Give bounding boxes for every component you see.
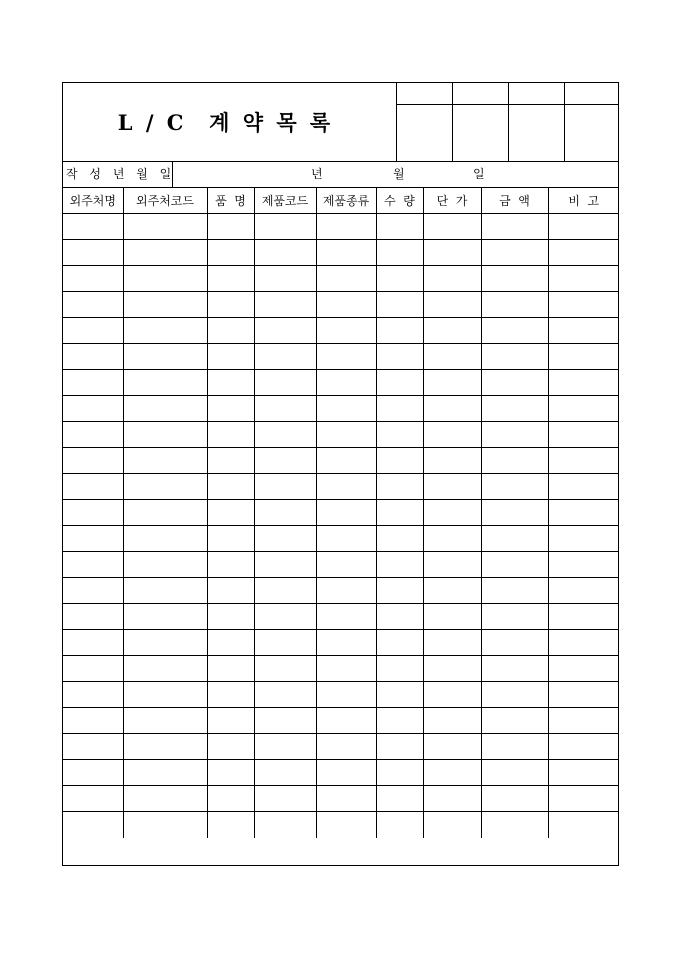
date-label: 작 성 년 월 일 (63, 162, 173, 187)
table-cell (376, 526, 423, 552)
table-cell (316, 578, 376, 604)
table-cell (481, 292, 548, 318)
table-row (63, 786, 619, 812)
table-cell (481, 760, 548, 786)
table-row (63, 292, 619, 318)
table-cell (254, 422, 316, 448)
table-cell (63, 370, 123, 396)
table-cell (207, 734, 254, 760)
table-cell (254, 656, 316, 682)
table-cell (123, 344, 207, 370)
table-cell (481, 266, 548, 292)
table-cell (123, 266, 207, 292)
col-header: 수 량 (376, 188, 423, 214)
table-cell (254, 526, 316, 552)
table-row (63, 448, 619, 474)
table-row (63, 812, 619, 838)
date-year-label: 년 (311, 167, 323, 181)
table-cell (254, 786, 316, 812)
table-cell (63, 656, 123, 682)
table-row (63, 734, 619, 760)
table-cell (316, 370, 376, 396)
table-cell (548, 240, 619, 266)
table-cell (376, 656, 423, 682)
table-cell (123, 396, 207, 422)
table-cell (316, 318, 376, 344)
approval-sign-cell (565, 105, 619, 161)
table-cell (63, 786, 123, 812)
table-cell (123, 474, 207, 500)
table-cell (423, 344, 481, 370)
table-cell (123, 656, 207, 682)
col-header: 제품코드 (254, 188, 316, 214)
table-cell (376, 396, 423, 422)
table-cell (423, 292, 481, 318)
table-cell (254, 682, 316, 708)
table-body (63, 214, 619, 838)
table-cell (316, 682, 376, 708)
table-row (63, 682, 619, 708)
table-cell (376, 266, 423, 292)
table-cell (63, 630, 123, 656)
table-cell (376, 370, 423, 396)
table-cell (254, 578, 316, 604)
table-row (63, 422, 619, 448)
table-cell (376, 214, 423, 240)
table-cell (254, 474, 316, 500)
table-cell (423, 370, 481, 396)
table-row (63, 708, 619, 734)
table-cell (254, 240, 316, 266)
table-cell (316, 656, 376, 682)
table-cell (376, 474, 423, 500)
table-cell (207, 422, 254, 448)
table-cell (481, 708, 548, 734)
table-cell (548, 318, 619, 344)
table-cell (548, 760, 619, 786)
table-cell (63, 474, 123, 500)
table-cell (254, 500, 316, 526)
table-cell (207, 552, 254, 578)
table-row (63, 760, 619, 786)
table-cell (376, 786, 423, 812)
table-cell (548, 734, 619, 760)
table-cell (548, 266, 619, 292)
table-cell (548, 396, 619, 422)
table-cell (316, 240, 376, 266)
table-cell (548, 500, 619, 526)
table-cell (423, 500, 481, 526)
table-cell (123, 318, 207, 344)
table-row (63, 500, 619, 526)
table-cell (423, 734, 481, 760)
table-cell (63, 500, 123, 526)
col-header: 제품종류 (316, 188, 376, 214)
table-cell (376, 292, 423, 318)
table-cell (207, 526, 254, 552)
approval-header-cell (509, 83, 565, 105)
table-cell (423, 630, 481, 656)
table-cell (423, 604, 481, 630)
table-cell (481, 682, 548, 708)
table-cell (123, 448, 207, 474)
table-cell (481, 656, 548, 682)
table-cell (423, 214, 481, 240)
table-cell (548, 448, 619, 474)
table-cell (207, 448, 254, 474)
table-cell (376, 734, 423, 760)
table-cell (548, 292, 619, 318)
approval-header-cell (453, 83, 509, 105)
table-cell (481, 370, 548, 396)
table-cell (548, 786, 619, 812)
col-header: 외주처명 (63, 188, 123, 214)
lc-contract-list-form (62, 82, 619, 866)
table-cell (123, 760, 207, 786)
table-cell (254, 396, 316, 422)
table-cell (123, 630, 207, 656)
table-cell (63, 318, 123, 344)
table-cell (207, 630, 254, 656)
table-cell (123, 604, 207, 630)
table-cell (376, 630, 423, 656)
table-cell (548, 708, 619, 734)
table-cell (63, 708, 123, 734)
table-row (63, 214, 619, 240)
table-cell (123, 708, 207, 734)
table-cell (481, 448, 548, 474)
table-cell (481, 604, 548, 630)
table-cell (123, 734, 207, 760)
table-cell (63, 526, 123, 552)
table-cell (207, 760, 254, 786)
table-cell (423, 396, 481, 422)
table-cell (207, 318, 254, 344)
table-cell (423, 266, 481, 292)
table-row (63, 474, 619, 500)
table-cell (376, 604, 423, 630)
approval-sign-cell (509, 105, 565, 161)
table-cell (316, 500, 376, 526)
table-cell (207, 292, 254, 318)
document-title: L / C 계 약 목 록 (117, 110, 332, 135)
table-cell (207, 656, 254, 682)
table-cell (254, 604, 316, 630)
table-row (63, 604, 619, 630)
table-cell (316, 266, 376, 292)
table-cell (548, 526, 619, 552)
table-cell (376, 708, 423, 734)
table-cell (548, 474, 619, 500)
table-cell (316, 448, 376, 474)
table-cell (481, 630, 548, 656)
table-cell (423, 760, 481, 786)
table-cell (254, 552, 316, 578)
table-cell (481, 786, 548, 812)
table-cell (63, 214, 123, 240)
table-cell (548, 630, 619, 656)
table-cell (207, 396, 254, 422)
table-cell (316, 786, 376, 812)
table-cell (254, 266, 316, 292)
table-cell (423, 682, 481, 708)
table-cell (207, 812, 254, 838)
table-cell (481, 812, 548, 838)
col-header: 외주처코드 (123, 188, 207, 214)
table-cell (316, 292, 376, 318)
table-cell (376, 760, 423, 786)
table-cell (481, 318, 548, 344)
table-cell (63, 266, 123, 292)
table-cell (376, 422, 423, 448)
table-cell (481, 578, 548, 604)
table-cell (254, 760, 316, 786)
table-cell (481, 552, 548, 578)
table-cell (207, 786, 254, 812)
table-cell (63, 292, 123, 318)
table-cell (481, 422, 548, 448)
table-cell (123, 422, 207, 448)
table-cell (254, 630, 316, 656)
table-cell (207, 214, 254, 240)
table-cell (423, 786, 481, 812)
table-cell (63, 422, 123, 448)
table-cell (376, 682, 423, 708)
table-row (63, 318, 619, 344)
table-cell (481, 526, 548, 552)
table-cell (376, 448, 423, 474)
table-cell (254, 448, 316, 474)
approval-sign-cell (453, 105, 509, 161)
table-row (63, 344, 619, 370)
table-cell (316, 812, 376, 838)
col-header: 품 명 (207, 188, 254, 214)
table-cell (123, 812, 207, 838)
table-cell (207, 708, 254, 734)
table-cell (548, 370, 619, 396)
table-row (63, 266, 619, 292)
table-cell (316, 474, 376, 500)
table-cell (376, 240, 423, 266)
table-row (63, 552, 619, 578)
table-row (63, 656, 619, 682)
table-cell (376, 344, 423, 370)
approval-box (397, 83, 619, 161)
table-cell (316, 604, 376, 630)
table-cell (481, 500, 548, 526)
table-cell (123, 292, 207, 318)
approval-header-cell (565, 83, 619, 105)
table-cell (63, 760, 123, 786)
table-cell (254, 734, 316, 760)
table-cell (63, 682, 123, 708)
table-cell (63, 448, 123, 474)
table-cell (423, 708, 481, 734)
table-cell (254, 708, 316, 734)
table-cell (481, 396, 548, 422)
table-cell (123, 682, 207, 708)
table-cell (376, 552, 423, 578)
table-cell (63, 552, 123, 578)
table-cell (423, 474, 481, 500)
table-cell (63, 344, 123, 370)
table-cell (316, 396, 376, 422)
table-cell (481, 214, 548, 240)
table-cell (254, 344, 316, 370)
table-cell (423, 526, 481, 552)
table-cell (481, 474, 548, 500)
table-cell (423, 422, 481, 448)
table-cell (254, 318, 316, 344)
table-cell (123, 214, 207, 240)
table-cell (123, 552, 207, 578)
table-row (63, 630, 619, 656)
table-cell (316, 344, 376, 370)
table-cell (254, 370, 316, 396)
table-row (63, 370, 619, 396)
table-cell (481, 344, 548, 370)
table-cell (423, 448, 481, 474)
table-cell (207, 578, 254, 604)
table-cell (254, 812, 316, 838)
table-cell (63, 812, 123, 838)
table-cell (316, 760, 376, 786)
approval-sign-cell (397, 105, 453, 161)
table-cell (548, 812, 619, 838)
table-cell (548, 422, 619, 448)
table-cell (123, 786, 207, 812)
col-header: 비 고 (548, 188, 619, 214)
table-cell (316, 214, 376, 240)
approval-header-cell (397, 83, 453, 105)
table-cell (207, 500, 254, 526)
table-cell (63, 240, 123, 266)
table-cell (254, 214, 316, 240)
table-cell (423, 578, 481, 604)
table-cell (423, 552, 481, 578)
table-cell (63, 578, 123, 604)
table-cell (548, 604, 619, 630)
table-cell (316, 630, 376, 656)
table-cell (207, 604, 254, 630)
table-cell (207, 344, 254, 370)
table-row (63, 526, 619, 552)
date-row (63, 161, 619, 187)
table-cell (63, 396, 123, 422)
table-cell (481, 734, 548, 760)
table-cell (254, 292, 316, 318)
table-cell (123, 240, 207, 266)
table-cell (548, 552, 619, 578)
table-cell (207, 474, 254, 500)
table-cell (376, 812, 423, 838)
table-cell (548, 214, 619, 240)
table-cell (548, 578, 619, 604)
table-cell (376, 578, 423, 604)
table-cell (123, 500, 207, 526)
title-cell (63, 83, 397, 161)
col-header: 단 가 (423, 188, 481, 214)
table-cell (548, 344, 619, 370)
table-cell (63, 604, 123, 630)
table-cell (63, 734, 123, 760)
table-header-row (63, 188, 619, 214)
table-cell (207, 682, 254, 708)
table-row (63, 240, 619, 266)
col-header: 금 액 (481, 188, 548, 214)
table-cell (423, 656, 481, 682)
table-row (63, 578, 619, 604)
table-cell (123, 578, 207, 604)
table-cell (123, 526, 207, 552)
table-cell (316, 526, 376, 552)
table-cell (481, 240, 548, 266)
table-cell (207, 266, 254, 292)
date-month-label: 월 (393, 167, 405, 181)
table-cell (423, 240, 481, 266)
table-cell (316, 734, 376, 760)
table-cell (376, 318, 423, 344)
table-cell (548, 682, 619, 708)
table-cell (207, 370, 254, 396)
date-day-label: 일 (473, 167, 485, 181)
table-row (63, 396, 619, 422)
table-cell (123, 370, 207, 396)
table-cell (207, 240, 254, 266)
table-cell (316, 552, 376, 578)
table-cell (376, 500, 423, 526)
table-cell (316, 708, 376, 734)
table-cell (423, 812, 481, 838)
contract-table (63, 187, 619, 838)
table-cell (316, 422, 376, 448)
table-cell (548, 656, 619, 682)
table-cell (423, 318, 481, 344)
